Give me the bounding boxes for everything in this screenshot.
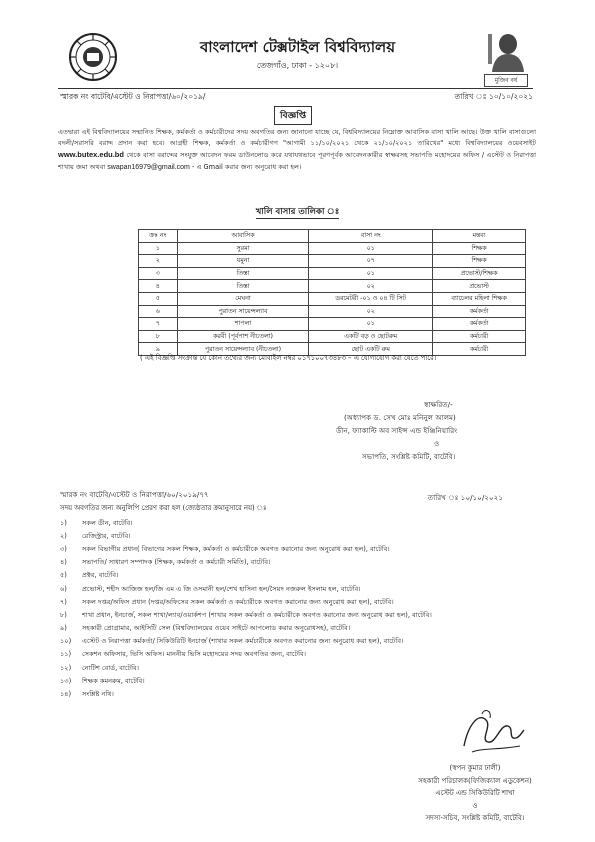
table-cell: ৯: [139, 343, 178, 356]
list-item: [60, 648, 540, 661]
signatory-designation: ডীন, ফ্যাকাল্টি অব সাইন্স এন্ড ইঞ্জিনিয়ারিং: [336, 426, 458, 435]
table-cell: ০২: [309, 305, 433, 318]
table-cell: ছোট একটি রুম: [309, 343, 433, 356]
memo-reference: স্মারক নং বাটেবি/এস্টেট ও নিরাপত্তা/৬০/২০১৯/: [60, 92, 206, 101]
table-cell: যমুনা: [177, 255, 309, 268]
list-item-text: সকল দপ্তর/অফিস প্রধান (দপ্তর/অফিসের সকল কর্মকর্তা ও কর্মচারীকে অবগত করানোর জন্য অনুরোধ করা হল), বাটেবি।: [82, 597, 394, 606]
table-row: [139, 267, 526, 280]
table-row: [139, 280, 526, 293]
list-item-text: নোটিশ বোর্ড, বাটেবি।: [82, 663, 140, 672]
list-item: [60, 622, 540, 635]
table-cell: ৭: [139, 318, 178, 331]
list-item-text: রেজিস্ট্রার, বাটেবি।: [82, 531, 131, 540]
officer-role: সদস্য-সচিব, সংশ্লিষ্ট কমিটি, বাটেবি।: [425, 814, 525, 822]
table-cell: শিক্ষক: [433, 255, 526, 268]
mujib-borsho-emblem: [484, 30, 528, 84]
table-cell: ১: [139, 242, 178, 255]
officer-signature-block: [410, 762, 540, 825]
table-cell: ০১: [309, 242, 433, 255]
table-row: [139, 318, 526, 331]
list-item-number: ১): [60, 518, 67, 527]
table-cell: কর্মচারী: [433, 330, 526, 343]
list-item-number: ৮): [60, 610, 67, 619]
table-cell: ৩: [139, 267, 178, 280]
emblem-caption: মুজিব বর্ষ: [484, 74, 528, 87]
officer-branch: এস্টেট এন্ড সিকিউরিটি শাখা: [435, 789, 515, 797]
officer-and: ও: [472, 801, 478, 810]
table-cell: কর্মকর্তা: [433, 318, 526, 331]
table-cell: সুরমা: [177, 242, 309, 255]
list-item-number: ৬): [60, 584, 67, 593]
table-row: [139, 330, 526, 343]
list-item-number: ১৪): [60, 690, 72, 699]
signatory-and: ও: [434, 439, 440, 448]
list-item: [60, 635, 540, 648]
list-item: [60, 529, 540, 542]
email-address[interactable]: swapan16979@gmail.com: [107, 163, 190, 171]
list-item-number: ৫): [60, 571, 67, 580]
list-item-number: ১২): [60, 663, 72, 672]
list-item: [60, 687, 540, 700]
table-cell: ব্যাচেলর মহিলা শিক্ষক: [433, 292, 526, 305]
list-item-number: ৩): [60, 544, 67, 553]
table-cell: ০৭: [309, 255, 433, 268]
list-item-text: সভাপতি/ সাধারণ সম্পাদক (শিক্ষক, কর্মকর্তা ও কর্মচারী সমিতি), বাটেবি।: [82, 558, 271, 567]
table-cell: ০১: [309, 318, 433, 331]
officer-name: (স্বপন কুমার ঢালী): [449, 764, 501, 772]
table-cell: কর্মকর্তা: [433, 305, 526, 318]
table-row: [139, 242, 526, 255]
table-cell: শাপলা: [177, 318, 309, 331]
list-item-text: সংশ্লিষ্ট নথি।: [82, 690, 114, 699]
list-item: [60, 661, 540, 674]
table-cell: প্রভোস্ট: [433, 280, 526, 293]
list-item: [60, 608, 540, 621]
distribution-date: তারিখ ঃ ১০/১০/২০২১: [427, 493, 503, 502]
table-cell: পুরাতন সায়েন্সল্যাব (নীচতলা): [177, 343, 309, 356]
table-cell: ৮: [139, 330, 178, 343]
notice-text-2: থেকে বাসা বরাদ্দের সংযুক্ত আবেদন ফরম ডাউনলোড করে যথাযথভাবে পূরণপূর্বক আবেদনকারীর স্বাক্ষরসহ সভাপতি মহোদয়ের অফিস / এস্টেট ও নিরাপত্তা শাখায় জমা অথবা: [58, 151, 536, 171]
list-item-text: সকল ডীন, বাটেবি।: [82, 518, 133, 527]
list-item-number: ১০): [60, 637, 72, 646]
notice-heading: বিজ্ঞপ্তি: [274, 106, 312, 125]
vacant-list-title-text: খালি বাসার তালিকা ঃ: [255, 207, 340, 217]
list-item-text: সেকশন অফিসার, ভিসি অফিস। মাননীয় ভিসি মহোদয়ের সদয় অবগতির জন্য, বাটেবি।: [82, 650, 307, 659]
list-item-text: প্রক্টর, বাটেবি।: [82, 571, 119, 580]
list-item-text: শিক্ষক কমনরুম, বাটেবি।: [82, 676, 145, 685]
list-item: [60, 582, 540, 595]
table-cell: ০১: [309, 267, 433, 280]
list-item: [60, 542, 540, 555]
contact-note: ( এই বিজ্ঞপ্তি সংক্রান্ত যে কোন তথ্যের জন্য মোবাইল নম্বর ০১৭১০০৭৩৪৮৩ – এ যোগাযোগ করা যেতে পারে।: [140, 354, 437, 362]
vacant-house-table: [138, 229, 526, 356]
website-link[interactable]: www.butex.edu.bd: [58, 150, 124, 160]
portrait-icon: [484, 30, 528, 72]
table-cell: করবী (পূর্বপাশ নীচতলা): [177, 330, 309, 343]
header-rule: [58, 88, 533, 89]
list-item-number: ১১): [60, 650, 72, 659]
notice-paragraph: [58, 127, 536, 173]
list-item-text: এস্টেট ও নিরাপত্তা কর্মকর্তা/ সিকিউরিটি ইনচার্জ (শাখার সকল কর্মচারীকে অবগত করানোর জন্য অনুরোধ করা হল), বাটেবি।: [82, 637, 404, 646]
table-cell: ৬: [139, 305, 178, 318]
table-row: [139, 255, 526, 268]
list-item-text: শাখা প্রধান, ইনচার্জ, সকল শাখা/ল্যাব/ওয়ার্কশপ (শাখার সকল কর্মকর্তা ও কর্মচারীকে অবগত করানোর জন্য অনুরোধ করা হল), বাটেবি।: [82, 610, 432, 619]
column-header: মন্তব্য: [433, 230, 526, 243]
table-cell: ডরমেটরী -০১ ও ০৪ টি সিট: [309, 292, 433, 305]
list-item-number: ২): [60, 531, 67, 540]
table-row: [139, 292, 526, 305]
table-cell: ৪: [139, 280, 178, 293]
memo-date: তারিখ ঃ ১০/১০/২০২১: [454, 92, 533, 101]
list-item: [60, 595, 540, 608]
distribution-intro: সদয় অবগতির জন্য অনুলিপি প্রেরণ করা হল (জ্যেষ্ঠতার ক্রমানুসারে নয়) ঃ: [60, 504, 267, 512]
officer-designation: সহকারী পরিচালক(ফিজিক্যাল এডুকেশন): [418, 776, 532, 785]
list-item-text: প্রভোস্ট, শহীদ আজিজ হল/জি এম এ জি ওসমানী হল/শেখ হাসিনা হল/সৈয়দ নজরুল ইসলাম হল, বাটেবি।: [82, 584, 361, 593]
table-cell: তিস্তা: [177, 267, 309, 280]
table-cell: মেঘনা: [177, 292, 309, 305]
list-item-text: সকল বিভাগীয় প্রধান( বিভাগের সকল শিক্ষক, কর্মকর্তা ও কর্মচারীকে অবগত করানোর জন্য অনুরোধ করা হল), বাটেবি।: [82, 544, 390, 553]
handwritten-signature: [458, 706, 528, 758]
table-cell: ০২: [309, 280, 433, 293]
list-item: [60, 569, 540, 582]
table-row: [139, 305, 526, 318]
table-cell: শিক্ষক: [433, 242, 526, 255]
signatory-name: (অধ্যাপক ড. সেখ মোঃ মনিনুল আলম): [344, 413, 456, 422]
university-name: বাংলাদেশ টেক্সটাইল বিশ্ববিদ্যালয়: [199, 38, 396, 56]
table-cell: তিস্তা: [177, 280, 309, 293]
column-header: আবাসিক: [177, 230, 309, 243]
notice-text-1: এতদ্বারা এই বিশ্ববিদ্যালয়ের সম্মানিত শিক্ষক, কর্মকর্তা ও কর্মচারীদের সদয় অবগতির জন্য জানানো যাচ্ছে যে, বিশ্ববিদ্যালয়ের নিম্নোক্ত আবাসিক বাসা খালি আছে। উক্ত খালি বাসাগুলো বদলী/সরাসরি বরাদ্দ প্রদান করা হবে। আগ্রহী শিক্ষক, কর্মকর্তা ও কর্মচারীগণ "আগামী ১১/১০/২০২১ থেকে ২১/১০/২০২১ তারিখের" মধ্যে বিশ্ববিদ্যালয়ের ওয়েবসাইট: [58, 128, 536, 148]
table-cell: পুরাতন সায়েন্সল্যাব: [177, 305, 309, 318]
table-header-row: [139, 230, 526, 243]
signatory-role: সভাপতি, সংশ্লিষ্ট কমিটি, বাটেবি।: [362, 452, 456, 461]
signed-label: স্বাক্ষরিত/-: [424, 400, 453, 409]
table-cell: প্রভোস্ট/শিক্ষক: [433, 267, 526, 280]
list-item: [60, 516, 540, 529]
table-cell: ২: [139, 255, 178, 268]
distribution-memo-reference: স্মারক নং বাটেবি/এস্টেট ও নিরাপত্তা/৬০/২০১৯/৭৭: [60, 490, 209, 499]
list-item-number: ৭): [60, 597, 67, 606]
notice-text-3: - এ Gmail করার জন্য অনুরোধ করা হল।: [189, 162, 302, 171]
list-item-text: সহকারী প্রোগ্রামার, আইসিটি সেল (বিশ্ববিদ্যালয়ের ওয়েব সাইটে আপলোড করার অনুরোধসহ), বাটেবি।: [82, 624, 351, 633]
list-item-number: ৪): [60, 558, 67, 567]
vacant-list-title: [0, 205, 595, 219]
table-cell: একটি বড় ও ছোটরুম: [309, 330, 433, 343]
table-cell: ৫: [139, 292, 178, 305]
table-cell: কর্মচারী: [433, 343, 526, 356]
column-header: বাসা নং: [309, 230, 433, 243]
university-address: তেজগাঁও, ঢাকা - ১২০৮।: [256, 61, 339, 70]
list-item-number: ৯): [60, 624, 67, 633]
main-signature-block: [322, 398, 532, 463]
list-item: [60, 556, 540, 569]
list-item: [60, 674, 540, 687]
distribution-list: [60, 516, 540, 701]
list-item-number: ১৩): [60, 676, 72, 685]
column-header: ক্রঃ নং: [139, 230, 178, 243]
